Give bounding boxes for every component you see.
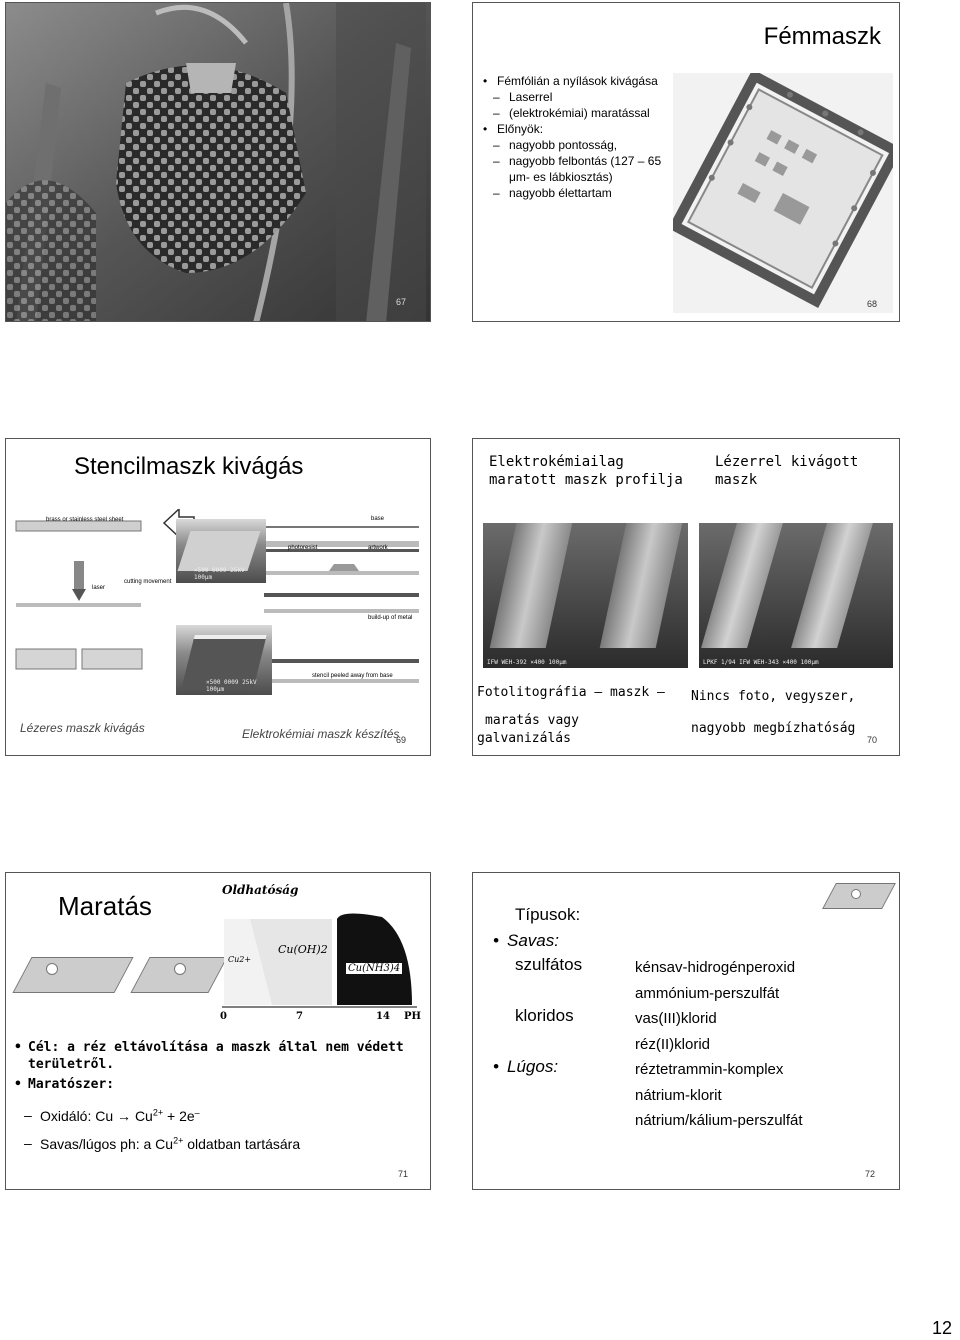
sem-etched-profile-photo bbox=[483, 523, 688, 668]
acid-label-text: • Savas: bbox=[491, 931, 559, 950]
sub-oxidizer-text bbox=[12, 1108, 200, 1124]
chart-tick-7: 7 bbox=[296, 1011, 303, 1022]
fritillaria-flower-photo bbox=[6, 3, 431, 322]
sub-oxidizer bbox=[12, 1107, 200, 1124]
slide-title: Fémmaszk bbox=[763, 23, 881, 50]
caption-right-2: nagyobb megbízhatóság bbox=[691, 721, 856, 736]
page-number-67: 67 bbox=[396, 297, 407, 307]
caption-left: Lézeres maszk kivágás bbox=[20, 721, 145, 735]
alkaline-label-text: • Lúgos: bbox=[491, 1057, 558, 1076]
chart-label-cuoh: Cu(OH)2 bbox=[278, 943, 328, 956]
page-number-71: 71 bbox=[398, 1169, 409, 1179]
sem-right-label: LPKF 1/94 IFW WEH-343 ×400 100μm bbox=[703, 659, 819, 666]
chart-title: Oldhatóság bbox=[222, 883, 299, 897]
slide-70 bbox=[472, 438, 900, 756]
oxidizer-b: Cu bbox=[134, 1107, 153, 1124]
sub-ph bbox=[12, 1135, 300, 1152]
chart-label-cu2: Cu2+ bbox=[228, 955, 252, 964]
oxidizer-sup: 2+ bbox=[152, 1107, 164, 1117]
caption-right-1: Nincs foto, vegyszer, bbox=[691, 689, 856, 704]
sem-electrochemical-photo bbox=[176, 625, 272, 695]
pcb-thumbnail-3 bbox=[821, 879, 893, 923]
bullet-etchant bbox=[12, 1077, 114, 1092]
label-buildup: build-up of metal bbox=[368, 615, 413, 621]
etchant-item: ammónium-perszulfát bbox=[635, 984, 780, 1002]
types-heading: Típusok: bbox=[515, 905, 581, 924]
page-number-72: 72 bbox=[865, 1169, 876, 1179]
chloride-label: kloridos bbox=[515, 1006, 574, 1025]
chart-label-cunh: Cu(NH3)4 bbox=[348, 963, 401, 974]
heading-right: Lézerrel kivágott maszk bbox=[715, 454, 859, 488]
sub-bullet-item: – (elektrokémiai) maratással bbox=[481, 105, 681, 121]
alkaline-label bbox=[491, 1057, 558, 1077]
caption-left-1: Fotolitográfia – maszk – bbox=[477, 685, 665, 700]
chart-x-label: PH bbox=[404, 1011, 421, 1022]
page-number-68: 68 bbox=[867, 299, 878, 309]
page-number-70: 70 bbox=[867, 735, 878, 745]
bullet-goal-text: • Cél: a réz eltávolítása a maszk által nem védett területről. bbox=[12, 1039, 412, 1073]
label-base: base bbox=[371, 516, 385, 522]
pcb-thumbnail-1 bbox=[12, 949, 130, 1009]
label-artwork: artwork bbox=[368, 545, 388, 551]
ph-b: oldatban tartására bbox=[183, 1135, 301, 1152]
sub-ph-text bbox=[12, 1136, 300, 1152]
etchant-item: réz(II)klorid bbox=[635, 1035, 711, 1053]
solubility-chart bbox=[212, 879, 426, 1027]
bullet-goal bbox=[12, 1039, 412, 1073]
slide-title: Stencilmaszk kivágás bbox=[74, 453, 304, 480]
heading-left: Elektrokémiailag maratott maszk profilja bbox=[489, 454, 683, 488]
pcb-thumbnail-2 bbox=[130, 949, 222, 1009]
oxidizer-c: + 2e bbox=[163, 1107, 195, 1124]
slide-69 bbox=[5, 438, 431, 756]
acid-label bbox=[491, 931, 559, 951]
sulfate-label: szulfátos bbox=[515, 955, 583, 974]
ph-a: Savas/lúgos ph: a Cu bbox=[40, 1135, 174, 1152]
caption-left-3: galvanizálás bbox=[477, 731, 571, 746]
page-number-69: 69 bbox=[396, 735, 407, 745]
slide-68 bbox=[472, 2, 900, 322]
slide-title: Maratás bbox=[58, 891, 152, 921]
slide-72 bbox=[472, 872, 900, 1190]
sem-laser-profile-photo bbox=[699, 523, 893, 668]
sem-label-2: ×500 0009 25kV 100μm bbox=[206, 679, 257, 693]
sem-left-label: IFW WEH-392 ×400 100μm bbox=[487, 659, 567, 666]
caption-left-2: maratás vagy bbox=[485, 713, 579, 728]
etchant-list bbox=[635, 955, 803, 1134]
caption-right: Elektrokémiai maszk készítés bbox=[242, 727, 400, 741]
bullet-list bbox=[481, 73, 681, 201]
bullet-item: • Fémfólián a nyílások kivágása bbox=[481, 73, 681, 89]
sheet-page-number: 12 bbox=[932, 1318, 953, 1338]
slide-67 bbox=[5, 2, 431, 322]
etchant-item: nátrium-klorit bbox=[635, 1086, 722, 1104]
bullet-item: • Előnyök: bbox=[481, 121, 681, 137]
chart-tick-0: 0 bbox=[220, 1011, 227, 1022]
oxidizer-sup2: – bbox=[194, 1107, 200, 1117]
label-cutting: cutting movement bbox=[124, 579, 172, 585]
sub-bullet-item: – nagyobb pontosság, bbox=[481, 137, 681, 153]
label-sheet: brass or stainless steel sheet bbox=[46, 517, 124, 523]
bullet-etchant-text: • Maratószer: bbox=[12, 1077, 114, 1092]
oxidizer-a: Oxidáló: Cu bbox=[40, 1107, 114, 1124]
chart-tick-14: 14 bbox=[376, 1011, 390, 1022]
label-peeled: stencil peeled away from base bbox=[312, 673, 393, 679]
sub-bullet-item: – nagyobb élettartam bbox=[481, 185, 681, 201]
sem-laser-cut-photo bbox=[176, 519, 266, 583]
sem-label-1: ×500 0009 25kV 100μm bbox=[194, 567, 245, 581]
etchant-item: nátrium/kálium-perszulfát bbox=[635, 1112, 803, 1129]
sub-bullet-item: – nagyobb felbontás (127 – 65 μm- es lábkiosztás) bbox=[481, 153, 681, 185]
sub-bullet-item: – Laserrel bbox=[481, 89, 681, 105]
arrow-icon: → bbox=[117, 1107, 132, 1124]
slide-71 bbox=[5, 872, 431, 1190]
etchant-item: kénsav-hidrogénperoxid bbox=[635, 959, 796, 976]
frame-mask-photo bbox=[673, 73, 893, 313]
label-photoresist: photoresist bbox=[288, 545, 318, 551]
label-laser: laser bbox=[92, 585, 106, 591]
ph-sup: 2+ bbox=[173, 1135, 184, 1145]
etchant-item: vas(III)klorid bbox=[635, 1010, 717, 1027]
etchant-item: réztetrammin-komplex bbox=[635, 1061, 784, 1078]
